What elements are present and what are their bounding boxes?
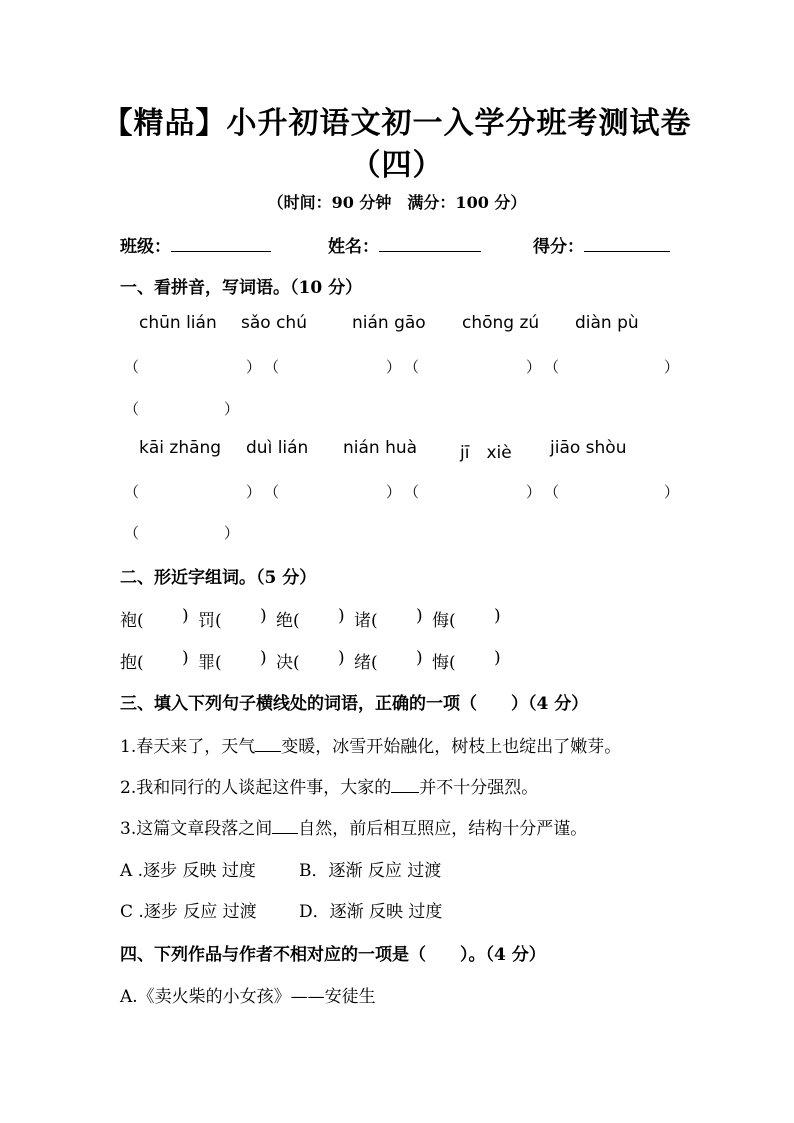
name-field bbox=[328, 232, 481, 257]
answer-paren-open: （ bbox=[264, 483, 280, 501]
char-item: 诸( bbox=[354, 611, 378, 631]
answer-paren-open: （ bbox=[404, 358, 420, 376]
char-item: ) bbox=[182, 648, 189, 668]
char-item: 抱( bbox=[120, 653, 144, 673]
pinyin-item: diàn pù bbox=[575, 313, 639, 333]
answer-paren-close: ） bbox=[664, 483, 680, 501]
char-item: ) bbox=[494, 648, 501, 668]
class-label: 班级： bbox=[120, 237, 171, 257]
question-text: 3.这篇文章段落之间 bbox=[120, 819, 273, 839]
char-item: ) bbox=[494, 606, 501, 626]
exam-meta: （时间：90 分钟 满分：100 分） bbox=[267, 193, 527, 212]
char-item: ) bbox=[338, 648, 345, 668]
char-item: ) bbox=[338, 606, 345, 626]
question-1 bbox=[120, 732, 621, 757]
answer-paren-open: （ bbox=[544, 358, 560, 376]
class-blank[interactable] bbox=[171, 233, 271, 252]
answer-paren-close: ） bbox=[224, 400, 240, 418]
section-heading: 四、下列作品与作者不相对应的一项是（ ）。（4 分） bbox=[120, 945, 546, 965]
char-item: 袍( bbox=[120, 611, 144, 631]
option-b: B．逐渐 反应 过渡 bbox=[299, 861, 442, 881]
answer-paren-close: ） bbox=[664, 358, 680, 376]
char-item: 罚( bbox=[198, 611, 222, 631]
option-c: C .逐步 反应 过渡 bbox=[120, 902, 257, 922]
question-3 bbox=[120, 814, 587, 839]
page-title-part: （四） bbox=[350, 148, 444, 183]
pinyin-item: sǎo chú bbox=[241, 313, 307, 333]
score-blank[interactable] bbox=[584, 233, 670, 252]
char-item: 绝( bbox=[276, 611, 300, 631]
answer-paren-close: ） bbox=[526, 358, 542, 376]
answer-paren-open: （ bbox=[124, 400, 140, 418]
pinyin-item: nián gāo bbox=[352, 313, 426, 333]
answer-paren-close: ） bbox=[246, 358, 262, 376]
char-item: 绪( bbox=[354, 653, 378, 673]
answer-paren-open: （ bbox=[264, 358, 280, 376]
char-item: ) bbox=[182, 606, 189, 626]
answer-paren-close: ） bbox=[386, 483, 402, 501]
question-text: 1.春天来了，天气 bbox=[120, 737, 256, 757]
char-item: ) bbox=[416, 606, 423, 626]
char-item: ) bbox=[416, 648, 423, 668]
option-a: A.《卖火柴的小女孩》——安徒生 bbox=[120, 987, 376, 1007]
answer-paren-open: （ bbox=[124, 524, 140, 542]
answer-paren-open: （ bbox=[124, 358, 140, 376]
pinyin-item: chūn lián bbox=[139, 313, 217, 333]
page-title: 【精品】小升初语文初一入学分班考测试卷 bbox=[102, 106, 692, 141]
name-label: 姓名： bbox=[328, 237, 379, 257]
pinyin-item: duì lián bbox=[246, 438, 309, 458]
option-d: D．逐渐 反映 过度 bbox=[299, 902, 443, 922]
pinyin-item: jiāo shòu bbox=[550, 438, 627, 458]
option-a: A .逐步 反映 过度 bbox=[120, 861, 256, 881]
question-2 bbox=[120, 773, 538, 798]
answer-paren-close: ） bbox=[386, 358, 402, 376]
pinyin-item: kāi zhāng bbox=[139, 438, 222, 458]
char-item: 侮( bbox=[432, 611, 456, 631]
char-item: ) bbox=[260, 648, 267, 668]
name-blank[interactable] bbox=[379, 233, 481, 252]
pinyin-item: chōng zú bbox=[462, 313, 540, 333]
fill-blank[interactable] bbox=[272, 817, 298, 834]
pinyin-item: jī xiè bbox=[460, 443, 512, 463]
answer-paren-open: （ bbox=[544, 483, 560, 501]
char-item: 罪( bbox=[198, 653, 222, 673]
section-heading: 二、形近字组词。（5 分） bbox=[120, 568, 317, 588]
question-text: 自然，前后相互照应，结构十分严谨。 bbox=[298, 819, 588, 839]
char-item: ) bbox=[260, 606, 267, 626]
char-item: 决( bbox=[276, 653, 300, 673]
char-item: 悔( bbox=[432, 653, 456, 673]
answer-paren-close: ） bbox=[526, 483, 542, 501]
pinyin-item: nián huà bbox=[343, 438, 418, 458]
fill-blank[interactable] bbox=[255, 735, 281, 752]
class-field bbox=[120, 232, 271, 257]
answer-paren-close: ） bbox=[224, 524, 240, 542]
score-label: 得分： bbox=[533, 237, 584, 257]
score-field bbox=[533, 232, 670, 257]
question-text: 并不十分强烈。 bbox=[419, 778, 539, 798]
question-text: 2.我和同行的人谈起这件事，大家的 bbox=[120, 778, 392, 798]
answer-paren-open: （ bbox=[404, 483, 420, 501]
answer-paren-close: ） bbox=[246, 483, 262, 501]
answer-paren-open: （ bbox=[124, 483, 140, 501]
fill-blank[interactable] bbox=[391, 776, 419, 793]
section-heading: 一、看拼音，写词语。（10 分） bbox=[120, 278, 363, 298]
question-text: 变暖，冰雪开始融化，树枝上也绽出了嫩芽。 bbox=[281, 737, 622, 757]
section-heading: 三、填入下列句子横线处的词语，正确的一项（ ）（4 分） bbox=[120, 694, 589, 714]
